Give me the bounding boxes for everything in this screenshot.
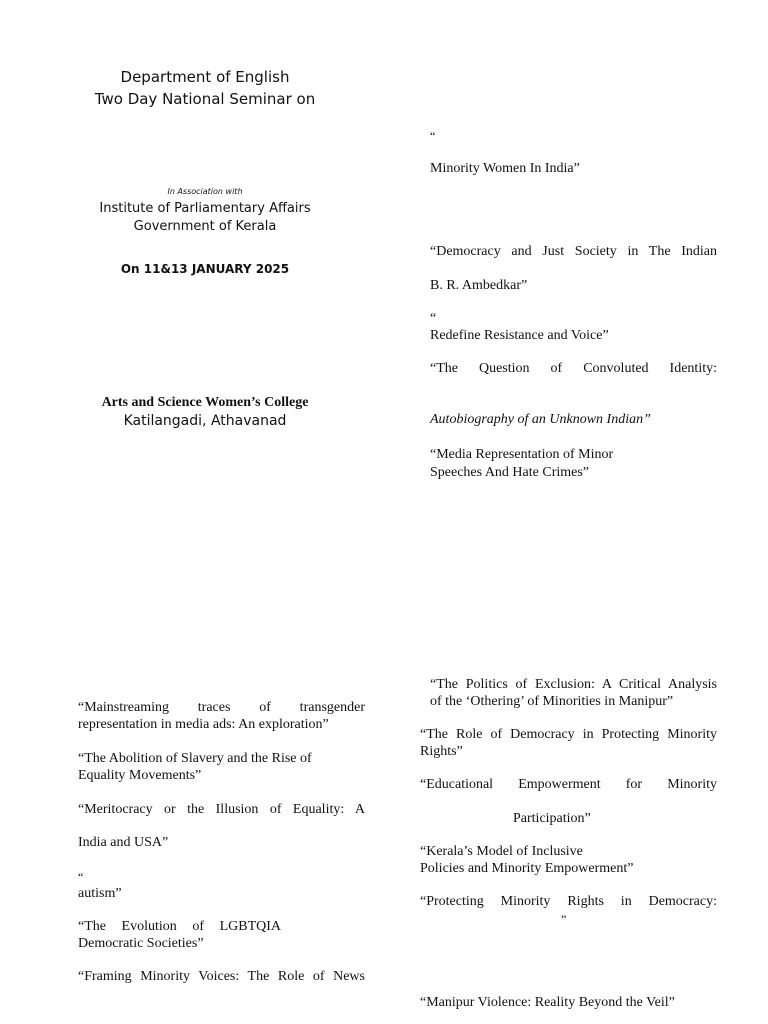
paper-title: “The Abolition of Slavery and the Rise of (78, 751, 312, 766)
paper-title: B. R. Ambedkar” (430, 278, 528, 293)
seminar-date: On 11&13 JANUARY 2025 (120, 262, 290, 276)
paper-title: Speeches And Hate Crimes” (430, 465, 590, 480)
paper-title: Equality Movements” (78, 768, 202, 783)
paper-title: “Media Representation of Minor (430, 447, 614, 462)
institute-name: Institute of Parliamentary Affairs (99, 201, 311, 216)
title-fragment: “ (78, 870, 84, 884)
government-name: Government of Kerala (133, 219, 277, 234)
paper-title: autism” (78, 886, 122, 901)
paper-title: “Protecting Minority Rights in Democracy: (420, 894, 717, 909)
paper-title: Policies and Minority Empowerment” (420, 861, 634, 876)
seminar-title: Two Day National Seminar on (94, 90, 316, 108)
paper-title: “The Role of Democracy in Protecting Minority (420, 727, 717, 742)
paper-title: “The Evolution of LGBTQIA (78, 919, 281, 934)
college-place: Katilangadi, Athavanad (123, 413, 287, 429)
paper-title: “Manipur Violence: Reality Beyond the Veil” (420, 995, 675, 1010)
paper-title: “Educational Empowerment for Minority (420, 777, 717, 792)
paper-title: “Meritocracy or the Illusion of Equality: A (78, 802, 365, 817)
paper-title: Democratic Societies” (78, 936, 204, 951)
department-title: Department of English (120, 68, 290, 86)
association-label: In Association with (167, 187, 243, 196)
paper-title: “The Question of Convoluted Identity: (430, 361, 717, 376)
paper-title: of the ‘Othering’ of Minorities in Manipur” (430, 694, 674, 709)
title-fragment: ” (561, 912, 567, 926)
paper-title: “The Politics of Exclusion: A Critical Analysis (430, 677, 717, 692)
paper-title: Redefine Resistance and Voice” (430, 328, 609, 343)
paper-title: Autobiography of an Unknown Indian” (430, 412, 651, 427)
paper-title: Participation” (513, 811, 591, 826)
title-fragment: “ (430, 129, 436, 143)
paper-title: “Framing Minority Voices: The Role of News (78, 969, 365, 984)
paper-title: Rights” (420, 744, 463, 759)
paper-title: “Kerala’s Model of Inclusive (420, 844, 583, 859)
paper-title: “Mainstreaming traces of transgender (78, 700, 365, 715)
title-fragment: “ (430, 311, 437, 326)
college-name: Arts and Science Women’s College (101, 395, 309, 410)
paper-title: India and USA” (78, 835, 169, 850)
paper-title: “Democracy and Just Society in The Indian (430, 244, 717, 259)
paper-title: representation in media ads: An exploration” (78, 717, 329, 732)
paper-title: Minority Women In India” (430, 161, 580, 176)
